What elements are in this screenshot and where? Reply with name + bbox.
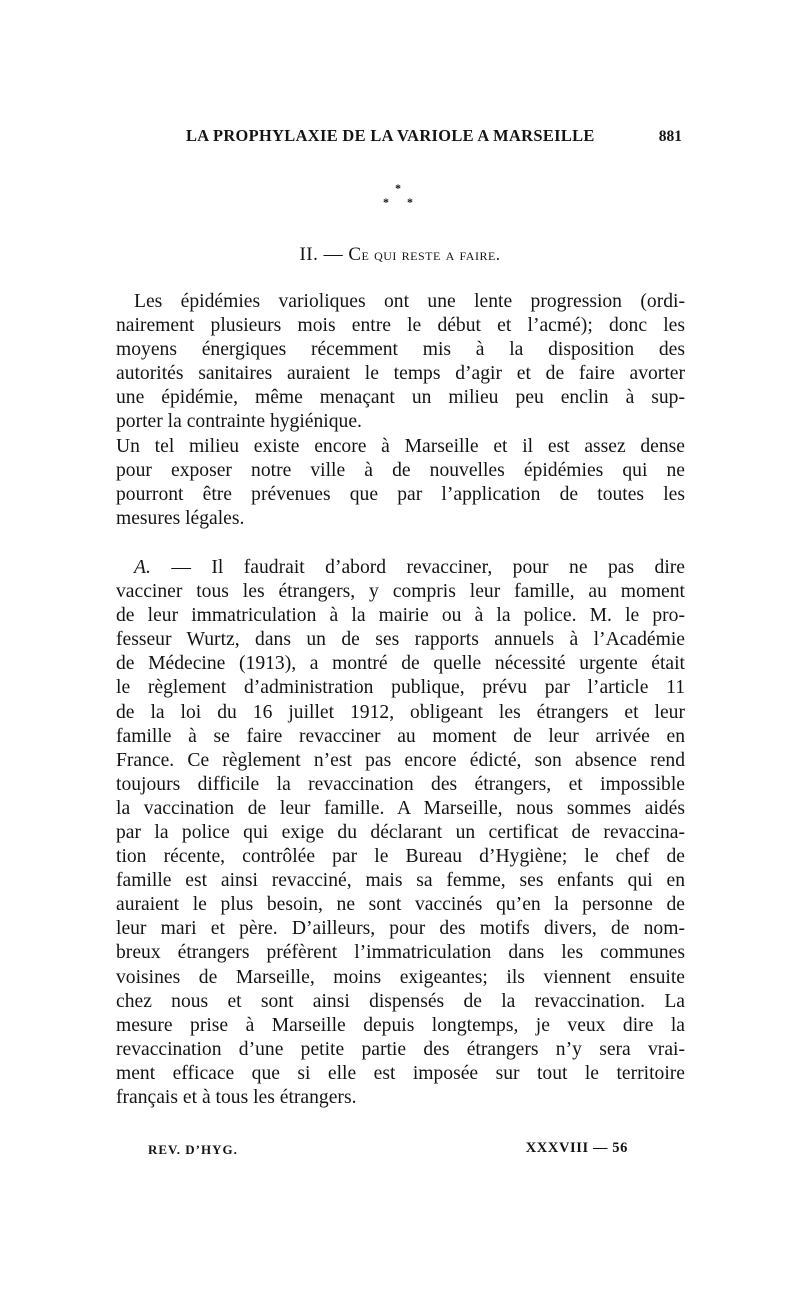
text-line: auraient le plus besoin, ne sont vaccinés qu’en la personne de <box>116 894 685 916</box>
text-line: le règlement d’administration publique, prévu par l’article 11 <box>116 677 685 699</box>
text-line: de Médecine (1913), a montré de quelle nécessité urgente était <box>116 653 685 675</box>
text-line: pourront être prévenues que par l’application de toutes les <box>116 483 685 505</box>
text-line: toujours difficile la revaccination des étrangers, et impossible <box>116 773 685 795</box>
text-line: mesures légales. <box>116 507 245 529</box>
text-line: porter la contrainte hygiénique. <box>116 411 362 433</box>
text-line: de leur immatriculation à la mairie ou à la police. M. le pro- <box>116 605 685 627</box>
asterism-star-icon: * <box>395 181 401 195</box>
paragraph-gap <box>116 531 685 556</box>
text-line <box>116 556 685 580</box>
text-line: pour exposer notre ville à de nouvelles épidémies qui ne <box>116 459 685 481</box>
text-line: une épidémie, même menaçant un milieu peu enclin à sup- <box>116 387 685 409</box>
text-line: voisines de Marseille, moins exigeantes; ils viennent ensuite <box>116 966 685 988</box>
text-run: — Il faudrait d’abord revacciner, pour ne pas dire <box>150 556 685 578</box>
section-heading <box>130 244 670 266</box>
asterism-star-icon: * <box>407 195 413 209</box>
paragraph-3 <box>116 556 685 1110</box>
page-footer <box>148 1142 628 1162</box>
text-line: revaccination d’une petite partie des étrangers n’y sera vrai- <box>116 1038 685 1060</box>
text-line: moyens énergiques récemment mis à la disposition des <box>116 339 685 361</box>
paragraph-2 <box>116 435 685 531</box>
section-numeral: II. — C <box>299 244 362 265</box>
page-number: 881 <box>658 128 682 145</box>
text-line: famille à se faire revacciner au moment de leur arrivée en <box>116 725 685 747</box>
text-line: France. Ce règlement n’est pas encore édicté, son absence rend <box>116 749 685 771</box>
text-line: la vaccination de leur famille. A Marseille, nous sommes aidés <box>116 797 685 819</box>
text-line: fesseur Wurtz, dans un de ses rapports annuels à l’Académie <box>116 629 685 651</box>
text-line: autorités sanitaires auraient le temps d’agir et de faire avorter <box>116 363 685 385</box>
body-text <box>116 290 685 1110</box>
running-head <box>186 126 682 150</box>
text-line: leur mari et père. D’ailleurs, pour des motifs divers, de nom- <box>116 918 685 940</box>
text-line: mesure prise à Marseille depuis longtemps, je veux dire la <box>116 1014 685 1036</box>
text-line: Les épidémies varioliques ont une lente progression (ordi- <box>134 291 685 312</box>
text-line: par la police qui exige du déclarant un certificat de revaccina- <box>116 821 685 843</box>
text-line: Un tel milieu existe encore à Marseille et il est assez dense <box>116 435 685 457</box>
paragraph-1 <box>116 290 685 435</box>
text-line: tion récente, contrôlée par le Bureau d’Hygiène; le chef de <box>116 846 685 868</box>
text-line: français et à tous les étrangers. <box>116 1087 357 1108</box>
text-line: ment efficace que si elle est imposée sur tout le territoire <box>116 1062 685 1084</box>
section-title: e qui reste a faire. <box>361 245 501 264</box>
text-line: chez nous et sont ainsi dispensés de la revaccination. La <box>116 990 685 1012</box>
journal-abbreviation: REV. D’HYG. <box>148 1142 238 1157</box>
asterism-ornament <box>372 178 428 214</box>
text-line: de la loi du 16 juillet 1912, obligeant les étrangers et leur <box>116 701 685 723</box>
text-line: breux étrangers préfèrent l’immatriculation dans les communes <box>116 942 685 964</box>
text-line: nairement plusieurs mois entre le début et l’acmé); donc les <box>116 315 685 337</box>
running-title: LA PROPHYLAXIE DE LA VARIOLE A MARSEILLE <box>186 126 595 145</box>
signature-mark: XXXVIII — 56 <box>525 1140 628 1156</box>
asterism-star-icon: * <box>383 195 389 209</box>
text-line: famille est ainsi revacciné, mais sa femme, ses enfants qui en <box>116 870 685 892</box>
paragraph-letter: A. <box>134 556 151 578</box>
text-line: vacciner tous les étrangers, y compris leur famille, au moment <box>116 581 685 603</box>
